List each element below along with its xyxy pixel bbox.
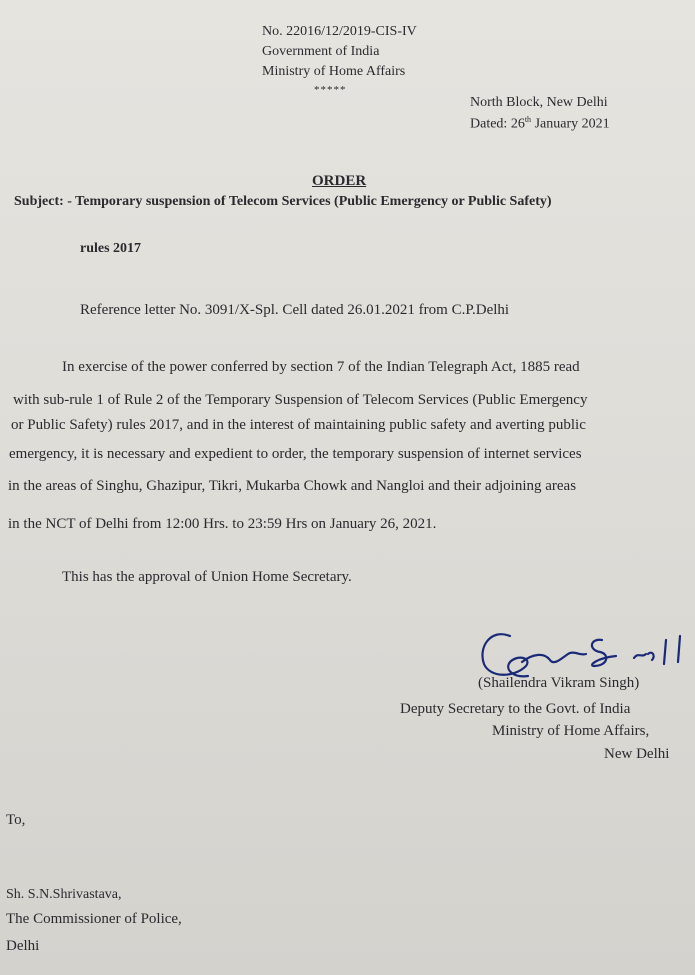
approval-line: This has the approval of Union Home Secretary. [62, 569, 352, 585]
ministry-line: Ministry of Home Affairs [262, 64, 406, 79]
government-line: Government of India [262, 44, 380, 59]
body-line-4: emergency, it is necessary and expedient to order, the temporary suspension of internet services [9, 446, 582, 462]
separator-stars: ***** [314, 84, 347, 96]
file-number: No. 22016/12/2019-CIS-IV [262, 24, 417, 39]
body-line-2: with sub-rule 1 of Rule 2 of the Temporary Suspension of Telecom Services (Public Emergency [13, 392, 588, 408]
body-line-3: or Public Safety) rules 2017, and in the interest of maintaining public safety and averting public [11, 417, 586, 433]
signature-stroke-3 [592, 640, 616, 666]
date-suffix: January 2021 [531, 116, 610, 132]
signature-stroke-1 [482, 634, 528, 676]
place-line: North Block, New Delhi [470, 95, 608, 110]
date-prefix: Dated: 26 [470, 116, 525, 132]
subject-line-2: rules 2017 [80, 241, 142, 256]
body-line-1: In exercise of the power conferred by section 7 of the Indian Telegraph Act, 1885 read [62, 359, 580, 375]
reference-line: Reference letter No. 3091/X-Spl. Cell dated 26.01.2021 from C.P.Delhi [80, 302, 510, 318]
signatory-city: New Delhi [604, 746, 670, 762]
signatory-ministry: Ministry of Home Affairs, [492, 723, 650, 739]
date-ordinal: th [524, 115, 532, 124]
addressee-salutation: To, [6, 812, 26, 828]
signature-tick-strokes [664, 636, 680, 664]
document-title: ORDER [312, 173, 367, 189]
subject-line-1: Subject: - Temporary suspension of Telecom Services (Public Emergency or Public Safety) [14, 194, 552, 209]
recipient-title: The Commissioner of Police, [6, 911, 182, 927]
recipient-name: Sh. S.N.Shrivastava, [6, 887, 122, 902]
recipient-city: Delhi [6, 938, 40, 954]
signatory-name: (Shailendra Vikram Singh) [478, 675, 640, 691]
body-line-6: in the NCT of Delhi from 12:00 Hrs. to 23:59 Hrs on January 26, 2021. [8, 516, 437, 532]
body-line-5: in the areas of Singhu, Ghazipur, Tikri, Mukarba Chowk and Nangloi and their adjoining areas [8, 478, 577, 494]
signatory-designation: Deputy Secretary to the Govt. of India [400, 701, 631, 717]
signature-date-stroke [634, 653, 654, 660]
date-line [470, 115, 610, 133]
signature-stroke-2 [522, 653, 586, 663]
